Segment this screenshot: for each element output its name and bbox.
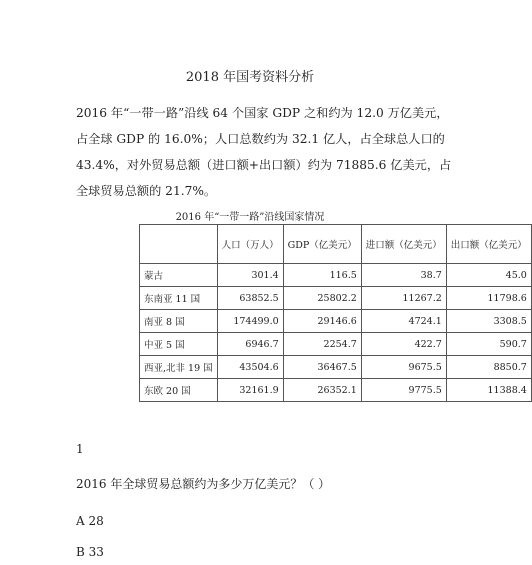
population-cell: 32161.9 [217,379,283,402]
export-cell: 11388.4 [446,379,531,402]
export-cell: 8850.7 [446,356,531,379]
table-row [140,310,532,333]
export-cell: 45.0 [446,264,531,287]
export-cell: 3308.5 [446,310,531,333]
export-cell: 11798.6 [446,287,531,310]
import-cell: 38.7 [361,264,446,287]
gdp-cell: 29146.6 [283,310,361,333]
region-cell: 东南亚 11 国 [140,287,218,310]
population-cell: 301.4 [217,264,283,287]
region-cell: 蒙古 [140,264,218,287]
population-cell: 43504.6 [217,356,283,379]
paragraph-line: 占全球 GDP 的 16.0%；人口总数约为 32.1 亿人，占全球总人口的 [76,132,445,146]
paragraph-line: 2016 年“一带一路”沿线 64 个国家 GDP 之和约为 12.0 万亿美元， [76,106,449,120]
import-cell: 422.7 [361,333,446,356]
question-text: 2016 年全球贸易总额约为多少万亿美元？（ ） [76,477,331,491]
table-caption: 2016 年“一带一路”沿线国家情况 [175,212,325,223]
region-cell: 南亚 8 国 [140,310,218,333]
header-cell-gdp: GDP（亿美元） [283,225,361,264]
data-table [139,224,532,402]
population-cell: 63852.5 [217,287,283,310]
gdp-cell: 26352.1 [283,379,361,402]
paragraph-line: 全球贸易总额的 21.7%。 [76,184,217,198]
gdp-cell: 36467.5 [283,356,361,379]
export-cell: 590.7 [446,333,531,356]
option-a: A 28 [76,514,104,528]
import-cell: 11267.2 [361,287,446,310]
intro-paragraph [76,100,452,204]
question-number: 1 [76,442,84,456]
table-header-row [140,225,532,264]
header-cell-empty [140,225,218,264]
region-cell: 东欧 20 国 [140,379,218,402]
table-row [140,287,532,310]
import-cell: 9775.5 [361,379,446,402]
table-row [140,379,532,402]
table-row [140,333,532,356]
population-cell: 6946.7 [217,333,283,356]
import-cell: 4724.1 [361,310,446,333]
table-row [140,356,532,379]
document-title: 2018 年国考资料分析 [185,70,315,85]
header-cell-population: 人口（万人） [217,225,283,264]
header-cell-export: 出口额（亿美元） [446,225,531,264]
import-cell: 9675.5 [361,356,446,379]
population-cell: 174499.0 [217,310,283,333]
gdp-cell: 2254.7 [283,333,361,356]
region-cell: 中亚 5 国 [140,333,218,356]
table-row [140,264,532,287]
header-cell-import: 进口额（亿美元） [361,225,446,264]
paragraph-line: 43.4%，对外贸易总额（进口额+出口额）约为 71885.6 亿美元，占 [76,158,452,172]
gdp-cell: 25802.2 [283,287,361,310]
gdp-cell: 116.5 [283,264,361,287]
region-cell: 西亚,北非 19 国 [140,356,218,379]
option-b: B 33 [76,545,104,559]
